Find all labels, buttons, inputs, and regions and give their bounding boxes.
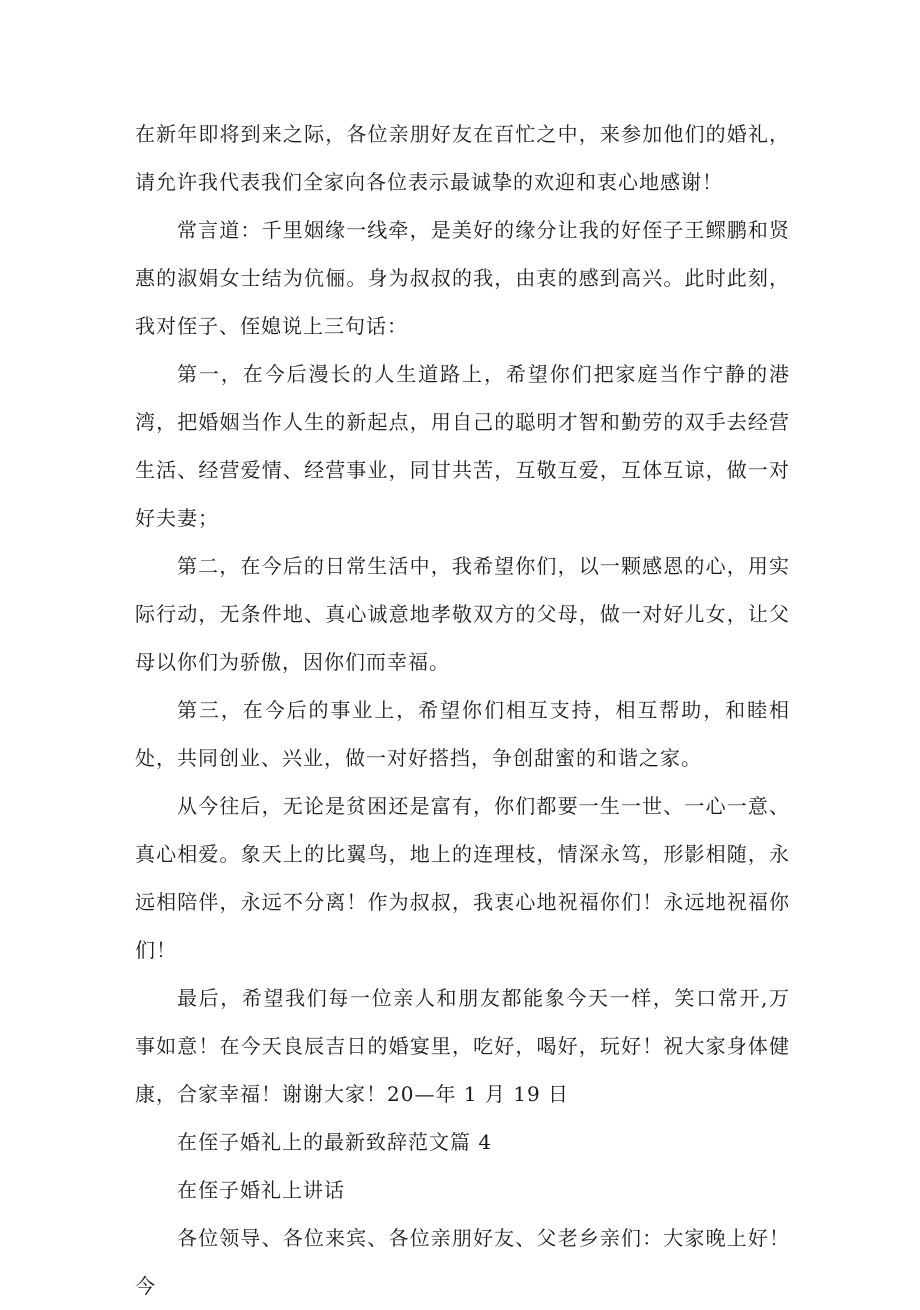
section-heading-article-4: 在侄子婚礼上的最新致辞范文篇 4 <box>177 1130 493 1154</box>
paragraph-third-wish: 第三，在今后的事业上，希望你们相互支持，相互帮助，和睦相处，共同创业、兴业，做一对好搭挡，争创甜蜜的和谐之家。 <box>135 698 790 770</box>
document-body <box>135 110 790 1310</box>
paragraph-second-wish: 第二，在今后的日常生活中，我希望你们，以一颗感恩的心，用实际行动，无条件地、真心诚意地孝敬双方的父母，做一对好儿女，让父母以你们为骄傲，因你们而幸福。 <box>135 554 790 674</box>
paragraph-proverb: 常言道：千里姻缘一线牵，是美好的缘分让我的好侄子王鳏鹏和贤惠的淑娟女士结为伉俪。身为叔叔的我，由衷的感到高兴。此时此刻，我对侄子、侄媳说上三句话： <box>135 218 790 338</box>
paragraph-greeting: 各位领导、各位来宾、各位亲朋好友、父老乡亲们：大家晚上好！今 <box>135 1226 790 1298</box>
paragraph-closing: 最后，希望我们每一位亲人和朋友都能象今天一样，笑口常开,万事如意！在今天良辰吉日的婚宴里，吃好，喝好，玩好！祝大家身体健康，合家幸福！谢谢大家！20—年 1 月 19 日 <box>135 986 790 1106</box>
paragraph-welcome: 在新年即将到来之际，各位亲朋好友在百忙之中，来参加他们的婚礼，请允许我代表我们全家向各位表示最诚挚的欢迎和衷心地感谢！ <box>135 122 790 194</box>
section-subheading-speech: 在侄子婚礼上讲话 <box>177 1178 345 1202</box>
paragraph-blessing: 从今往后，无论是贫困还是富有，你们都要一生一世、一心一意、真心相爱。象天上的比翼鸟，地上的连理枝，情深永笃，形影相随，永远相陪伴，永远不分离！作为叔叔，我衷心地祝福你们！永远地祝福你们！ <box>135 794 790 962</box>
paragraph-first-wish: 第一，在今后漫长的人生道路上，希望你们把家庭当作宁静的港湾，把婚姻当作人生的新起点，用自己的聪明才智和勤劳的双手去经营生活、经营爱情、经营事业，同甘共苦，互敬互爱，互体互谅，做一对好夫妻； <box>135 362 790 530</box>
